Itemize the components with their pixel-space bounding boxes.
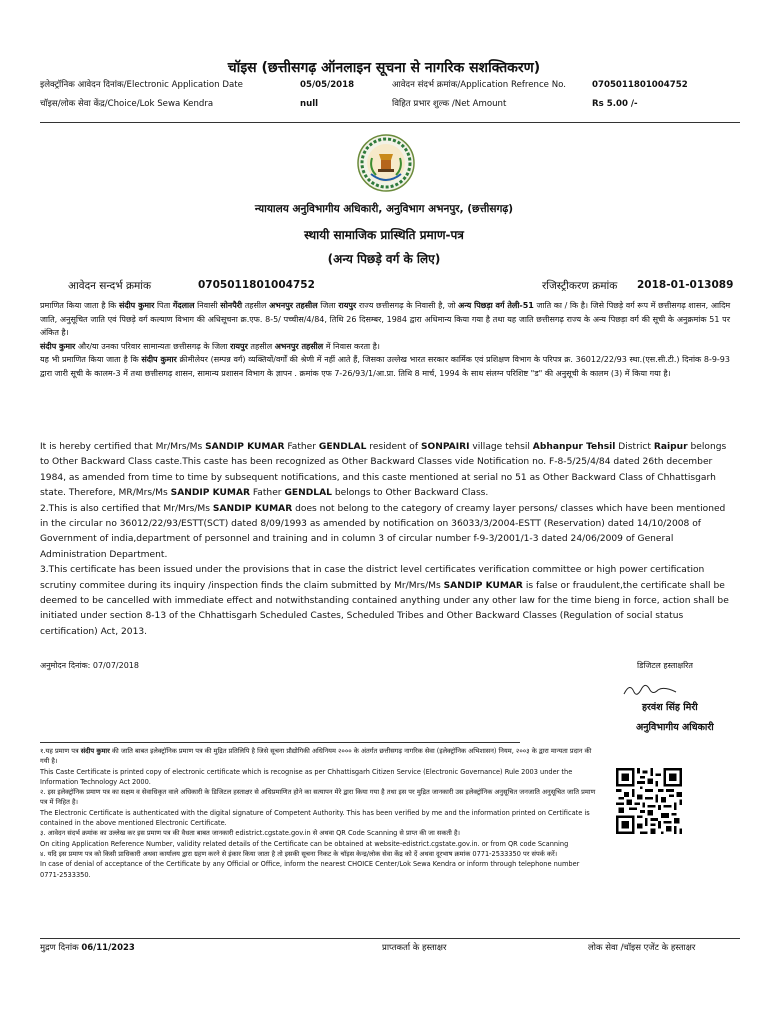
footnote-2-hindi: २. इस इलेक्ट्रॉनिक प्रमाण पत्र का सक्षम व सेवाधिकृत वाले अधिकारी के डिजिटल हस्ताक्षर से अधिप्रमाणित होने का सत्यापन मेरे द्वारा किया गया है तथा इस पर मुद्रित जानकारी उस इलेक्ट्रॉनिक अनुसूचित जनजाति अनुसूचित जाति प्रमाण पत्र में निहित है।: [40, 788, 596, 807]
qr-code-icon[interactable]: [616, 768, 682, 834]
kendra-label: चॉइस/लोक सेवा केंद्र/Choice/Lok Sewa Kendra: [40, 99, 214, 109]
app-date-label: इलेक्ट्रॉनिक आवेदन दिनांक/Electronic Application Date: [40, 80, 243, 90]
print-date: मुद्रण दिनांक 06/11/2023: [40, 943, 135, 953]
app-ref-label: आवेदन संदर्भ क्रमांक/Application Refrence No.: [392, 80, 566, 90]
english-para-3: 3.This certificate has been issued under the provisions that in case the district level certificates verification committee or high power certification scrutiny commitee during its inquiry /inspection finds the claim submitted by Mr/Mrs/Ms SANDIP KUMAR is false or fraudulent,the certificate shall be deemed to be cancelled with immediate effect and notwithstanding contained anything under any other law for the time bieng in force, action shall be initiated under section 8-13 of the Chhattisgarh Scheduled Castes, Scheduled Tribes and Other Backward Classes (Regulation of social status certification) Act, 2013.: [40, 565, 729, 637]
office-name: न्यायालय अनुविभागीय अधिकारी, अनुविभाग अभनपुर, (छत्तीसगढ़): [254, 203, 514, 215]
officer-designation: अनुविभागीय अधिकारी: [636, 722, 714, 733]
footnote-4-hindi: ४. यदि इस प्रमाण पत्र को किसी प्राधिकारी अथवा कार्यालय द्वारा ग्रहण करने से इंकार किया जाता है तो इसकी सूचना निकट के चॉइस केन्द्र/लोक सेवा केंद्र को दें अथवा दूरभाष क्रमांक 0771-2533350 पर संपर्क करें।: [40, 849, 558, 858]
chhattisgarh-emblem-icon: [357, 134, 415, 192]
recipient-signature-label: प्राप्तकर्ता के हस्ताक्षर: [382, 943, 447, 953]
certificate-subtitle: (अन्य पिछड़े वर्ग के लिए): [327, 252, 441, 266]
amount-label: विहित प्रभार शुल्क /Net Amount: [392, 99, 507, 109]
bottom-divider: [40, 938, 740, 939]
app-ref-value: 0705011801004752: [592, 80, 688, 90]
header-title: चॉइस (छत्तीसगढ़ ऑनलाइन सूचना से नागरिक सशक्तिकरण): [227, 60, 541, 76]
approval-date: अनुमोदन दिनांक: 07/07/2018: [40, 661, 139, 670]
certificate-title: स्थायी सामाजिक प्रास्थिति प्रमाण-पत्र: [304, 228, 464, 242]
footnote-1-english: This Caste Certificate is printed copy of electronic certificate which is recognise as per Chhattisgarh Citizen Service (Electronic Governance) Rule 2003 under the Information Technology Act 2000.: [40, 767, 573, 786]
officer-name: हरवंश सिंह मिरी: [642, 702, 698, 713]
signature-icon: [620, 680, 680, 700]
header-divider: [40, 122, 740, 123]
footnote-3-english: On citing Application Reference Number, validity related details of the Certificate can be obtained at website-edistrict.cgstate.gov.in. or from QR code Scanning: [40, 839, 569, 848]
digitally-signed-label: डिजिटल हस्ताक्षरित: [637, 661, 693, 670]
reg-label: रजिस्ट्रीकरण क्रमांक: [542, 280, 618, 292]
reg-value: 2018-01-013089: [637, 279, 734, 291]
ref-label: आवेदन सन्दर्भ क्रमांक: [68, 280, 152, 292]
footnote-1-hindi: १.यह प्रमाण पत्र संदीप कुमार की जाति बाबत इलेक्ट्रॉनिक प्रमाण पत्र की मुद्रित प्रतिलिपि है जिसे सूचना प्रौद्योगिकी अधिनियम २००० के अंतर्गत छत्तीसगढ़ नागरिक सेवा (इलेक्ट्रॉनिक अभिशासन) नियम, २००३ के द्वारा मान्यता प्रदान की गयी है।: [40, 747, 592, 766]
hindi-certificate-text: प्रमाणित किया जाता है कि संदीप कुमार पिता गेंदलाल निवासी सोनपैरी तहसील अभनपुर तहसील जिला रायपुर राज्य छत्तीसगढ़ के निवासी है, जो अन्य पिछड़ा वर्ग तेली-51 जाति का / कि है। जिसे पिछड़े वर्ग रूप में छत्तीसगढ़ शासन, आदिम जाति, अनुसूचित जाति एवं पिछड़े वर्ग कल्याण विभाग की अधिसूचना क्र.एफ. 8-5/ पच्चीस/4/84, तिथि 26 दिसम्बर, 1984 द्वारा अधिमान्य किया गया है तथा यह जाति छत्तीसगढ़ राज्य के अन्य पिछड़ा वर्ग की सूची के अनुक्रमांक 51 पर अंकित है। संदीप कुमार और/या उनका परिवार सामान्यतः छत्तीसगढ़ के जिला रायपुर तहसील अभनपुर तहसील में निवास करता है। यह भी प्रमाणित किया जाता है कि संदीप कुमार क्रीमीलेयर (सम्पन्न वर्ग) व्यक्तियों/वर्गों की श्रेणी में नहीं आते हैं, जिसका उल्लेख भारत सरकार कार्मिक एवं प्रशिक्षण विभाग के परिपत्र क्र. 36012/22/93 स्था.(एस.सी.टी.) दिनांक 8-9-93 द्वारा जारी सूची के कालम-3 में तथा छत्तीसगढ़ शासन, सामान्य प्रशासन विभाग के ज्ञापन . क्रमांक एफ 7-26/93/1/आ.प्रा. तिथि 8 मार्च, 1994 के साथ संलग्न परिशिष्ट "ड" की अनुसूची के कालम (3) में किया गया है।: [40, 301, 731, 378]
kendra-value: null: [300, 99, 319, 109]
app-date-value: 05/05/2018: [300, 80, 355, 90]
agent-signature-label: लोक सेवा /चॉइस एजेंट के हस्ताक्षर: [588, 943, 696, 953]
footnotes-divider: [40, 742, 520, 743]
footnote-3-hindi: ३. आवेदन संदर्भ क्रमांक का उल्लेख कर इस प्रमाण पत्र की वैधता बाबत जानकारी edistrict.cgstate.gov.in से अथवा QR Code Scanning से प्राप्त की जा सकती है।: [40, 829, 460, 838]
english-para-2: 2.This is also certified that Mr/Mrs/Ms SANDIP KUMAR does not belong to the category of creamy layer persons/ classes which have been mentioned in the circular no 36012/22/93/ESTT(SCT) dated 8/09/1993 as amended by notification on 36033/3/2004-ESTT (Reservation) dated 14/10/2008 of Government of india,department of personnel and training and in column 3 of circular number f-9-3/2001/1-3 dated 24/06/2009 of General Administration Department.: [40, 503, 726, 560]
ref-value: 0705011801004752: [198, 279, 315, 291]
amount-value: Rs 5.00 /-: [592, 99, 638, 109]
english-certificate-text: [40, 440, 730, 640]
english-para-1: It is hereby certified that Mr/Mrs/Ms SANDIP KUMAR Father GENDLAL resident of SONPAIRI village tehsil Abhanpur Tehsil District Raipur belongs to Other Backward Class caste.This caste has been recognized as Other Backward Classes vide Notification no. F-8-5/25/4/84 dated 26th december 1984, as amended from time to time by subsequent notifications, and this caste mentioned at serial no 51 as Other Backward Class of Chhattisgarh state. Therefore, MR/Mrs/Ms SANDIP KUMAR Father GENDLAL belongs to Other Backward Class.: [40, 442, 727, 499]
footnote-2-english: The Electronic Certificate is authenticated with the digital signature of Competent Authority. This has been verified by me and the information printed on Certificate is contained in the above mentioned Electronic Certificate.: [40, 808, 590, 828]
footnotes: [40, 746, 600, 880]
footnote-4-english: In case of denial of acceptance of the Certificate by any Official or Office, inform the nearest CHOICE Center/Lok Sewa Kendra or inform through telephone number 0771-2533350.: [40, 860, 580, 879]
